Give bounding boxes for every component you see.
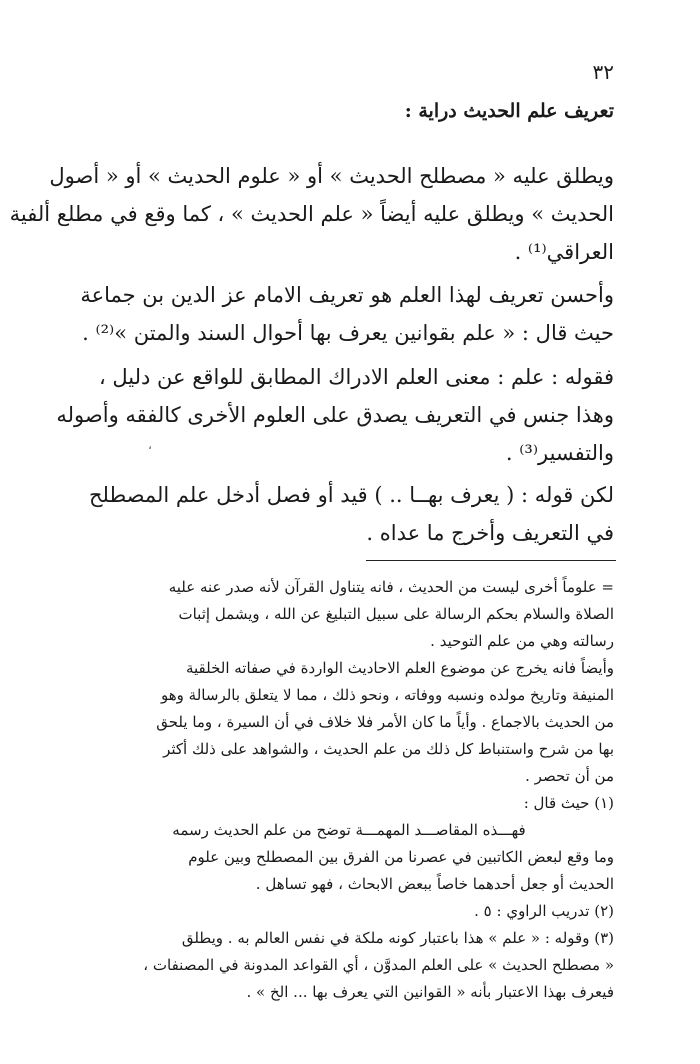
footnote-line: بها من شرح واستنباط كل ذلك من علم الحديث ، والشواهد على ذلك أكثر (163, 740, 614, 758)
text-line: فقوله : علم : معنى العلم الادراك المطابق للواقع عن دليل ، (98, 365, 614, 389)
paragraph-definition-names (9, 157, 614, 271)
footnote-line: (١) حيث قال : (523, 794, 614, 812)
stray-mark: ، (148, 438, 152, 452)
footnotes (84, 574, 614, 1006)
footnote-line: « مصطلح الحديث » على العلم المدوَّن ، أي القواعد المدونة في المصنفات ، (143, 956, 614, 974)
text-line: ويطلق عليه « مصطلح الحديث » أو « علوم الحديث » أو « أصول (49, 164, 614, 188)
footnote-line: الصلاة والسلام بحكم الرسالة على سبيل التبليغ عن الله ، ويشمل إثبات (178, 605, 614, 623)
footnote-line: المنيفة وتاريخ مولده ونسبه ووفاته ، ونحو ذلك ، مما لا يتعلق بالرسالة وهو (161, 686, 614, 704)
text-line: حيث قال : « علم بقوانين يعرف بها أحوال السند والمتن »⁽²⁾ . (82, 321, 614, 345)
text-line: وهذا جنس في التعريف يصدق على العلوم الأخرى كالفقه وأصوله (56, 403, 614, 427)
page-number: ٣٢ (592, 60, 614, 84)
poetry-verse: فهـــذه المقاصـــد المهمـــة توضح من علم الحديث رسمه (172, 821, 526, 839)
footnote-line: وأيضاً فانه يخرج عن موضوع العلم الاحاديث الواردة في صفاته الخلقية (185, 659, 614, 677)
footnote-line: = علوماً أخرى ليست من الحديث ، فانه يتناول القرآن لأنه صدر عنه عليه (168, 578, 614, 596)
paragraph-best-definition (80, 276, 614, 352)
footnote-line: فيعرف بهذا الاعتبار بأنه « القوانين التي يعرف بها ... الخ » . (246, 983, 614, 1001)
footnote-line: (٢) تدريب الراوي : ٥ . (474, 902, 614, 920)
text-line: والتفسير⁽³⁾ . (505, 441, 614, 465)
footnote-line: من أن تحصر . (525, 767, 614, 785)
text-line: لكن قوله : ( يعرف بهــا .. ) قيد أو فصل أدخل علم المصطلح (88, 483, 614, 507)
paragraph-meaning-of-knowledge (56, 358, 614, 472)
footnote-line: من الحديث بالاجماع . وأياً ما كان الأمر فلا خلاف في أن السيرة ، وما يلحق (156, 713, 614, 731)
footnote-line: (٣) وقوله : « علم » هذا باعتبار كونه ملكة في نفس العالم به . ويطلق (181, 929, 614, 947)
footnote-line: وما وقع لبعض الكاتبين في عصرنا من الفرق بين المصطلح وبين علوم (188, 848, 614, 866)
text-line: الحديث » ويطلق عليه أيضاً « علم الحديث » ، كما وقع في مطلع ألفية (9, 202, 614, 226)
footnote-line: رسالته وهي من علم التوحيد . (430, 632, 614, 650)
footnote-line: الحديث أو جعل أحدهما خاصاً ببعض الابحاث ، فهو تساهل . (255, 875, 614, 893)
text-line: وأحسن تعريف لهذا العلم هو تعريف الامام عز الدين بن جماعة (80, 283, 614, 307)
text-line: العراقي⁽¹⁾ . (514, 240, 614, 264)
paragraph-qualifier (84, 476, 614, 552)
footnote-divider (366, 560, 616, 561)
section-heading: تعريف علم الحديث دراية : (404, 100, 614, 122)
text-line: في التعريف وأخرج ما عداه . (366, 521, 614, 545)
